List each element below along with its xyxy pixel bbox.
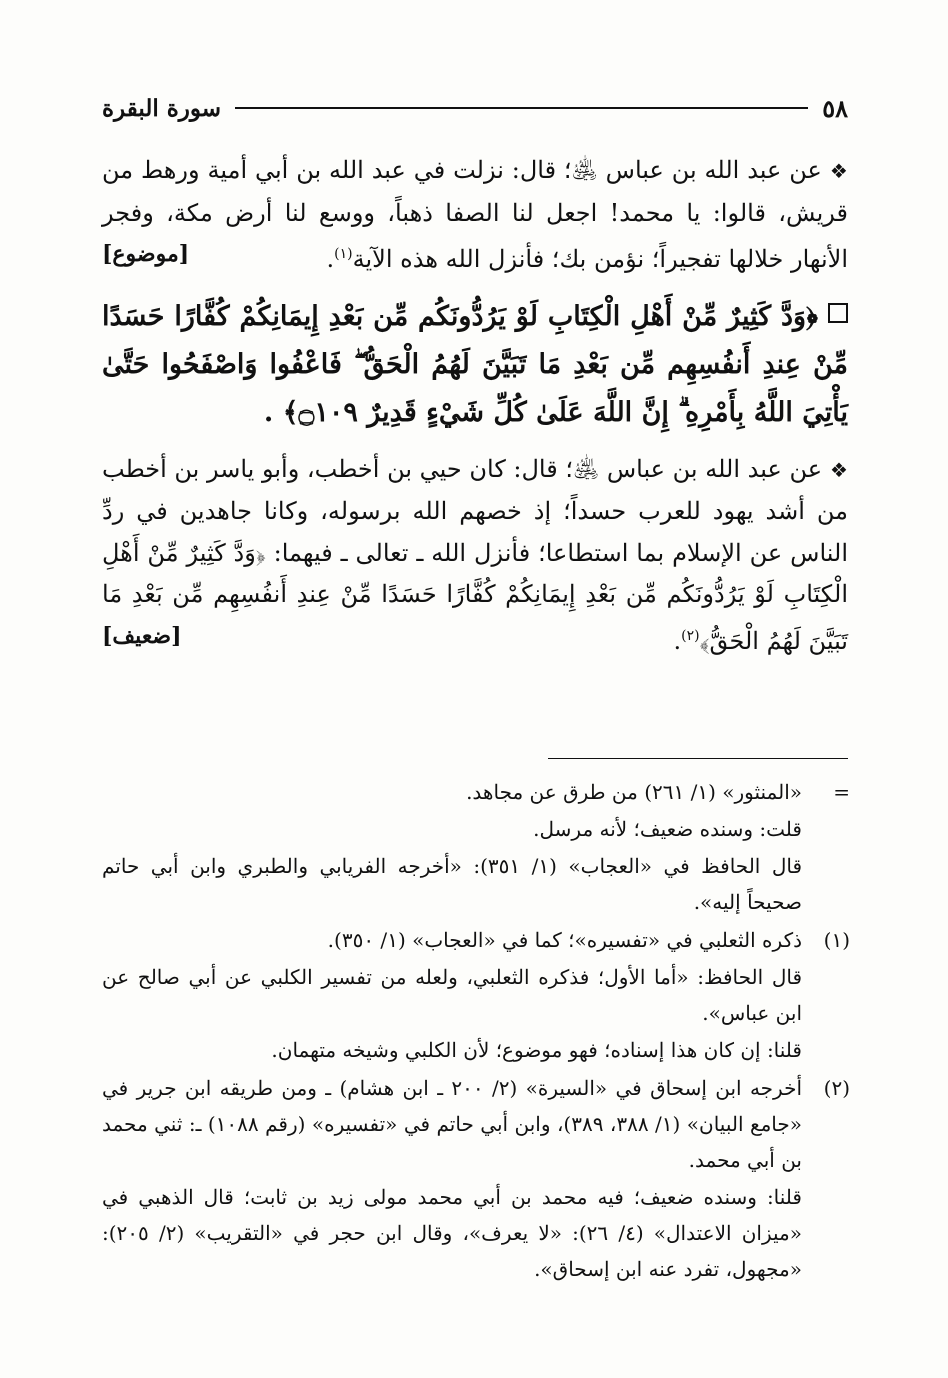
footnote-line: قلت: وسنده ضعيف؛ لأنه مرسل. [533, 817, 802, 841]
hadith-paragraph-2 [102, 449, 848, 663]
footnote-line: قال الحافظ: «أما الأول؛ فذكره الثعلبي، ولعله من تفسير الكلبي عن أبي صالح عن ابن عباس». [102, 965, 802, 1025]
paragraph-2-text: عن عبد الله بن عباس ﵁؛ قال: كان حيي بن أخطب، وأبو ياسر بن أخطب من أشد يهود للعرب حسداً؛ إذ خصهم الله برسوله، وكانا جاهدين في ردِّ الناس عن الإسلام بما استطاعا؛ فأنزل الله ـ تعالى ـ فيهما: ﴿وَدَّ كَثِيرٌ مِّنْ أَهْلِ الْكِتَابِ لَوْ يَرُدُّونَكُم مِّن بَعْدِ إِيمَانِكُمْ كُفَّارًا حَسَدًا مِّنْ عِندِ أَنفُسِهِم مِّن بَعْدِ مَا تَبَيَّنَ لَهُمُ الْحَقُّ﴾ [102, 454, 848, 655]
footnotes [102, 774, 850, 1289]
footnote-separator [548, 758, 848, 759]
grade-label-2: [ضعيف] [102, 622, 182, 649]
paragraph-1-end: . [326, 245, 335, 273]
footnote-line: ذكره الثعلبي في «تفسيره»؛ كما في «العجاب» (١/ ٣٥٠). [327, 928, 802, 952]
footnote-mark: (١) [823, 928, 850, 952]
footnote-2 [102, 1070, 850, 1287]
footnote-line: «المنثور» (١/ ٢٦١) من طرق عن مجاهد. [466, 780, 802, 804]
paragraph-2-end: . [673, 626, 682, 655]
footnote-line: أخرجه ابن إسحاق في «السيرة» (٢/ ٢٠٠ ـ ابن هشام) ـ ومن طريقه ابن جرير في «جامع البيان» (١/ ٣٨٨، ٣٨٩)، وابن أبي حاتم في «تفسيره» (رقم ١٠٨٨) ـ: ثني محمد بن أبي محمد. [102, 1076, 802, 1172]
page-number: ٥٨ [822, 93, 848, 123]
footnote-mark: = [833, 780, 850, 804]
footnote-ref-2: (٢) [681, 627, 700, 644]
square-bullet-icon [828, 303, 848, 323]
page-header [102, 88, 848, 128]
footnote-continuation [102, 774, 850, 920]
footnote-line: قلنا: إن كان هذا إسناده؛ فهو موضوع؛ لأن الكلبي وشيخه متهمان. [271, 1038, 802, 1062]
hadith-paragraph-1 [102, 150, 848, 281]
footnote-ref-1: (١) [334, 246, 353, 262]
footnote-1 [102, 922, 850, 1068]
diamond-bullet-icon: ❖ [829, 159, 848, 183]
paragraph-1-text: عن عبد الله بن عباس ﵁؛ قال: نزلت في عبد الله بن أبي أمية ورهط من قريش، قالوا: يا محمد! اجعل لنا الصفا ذهباً، ووسع لنا أرض مكة، وفجر الأنهار خلالها تفجيراً؛ نؤمن بك؛ فأنزل الله هذه الآية [102, 156, 848, 273]
main-text [102, 150, 848, 662]
footnote-line: قلنا: وسنده ضعيف؛ فيه محمد بن أبي محمد مولى زيد بن ثابت؛ قال الذهبي في «ميزان الاعتدال» (٤/ ٢٦): «لا يعرف»، وقال ابن حجر في «التقريب» (٢/ ٢٠٥): «مجهول، تفرد عنه ابن إسحاق». [102, 1185, 802, 1281]
quran-verse [102, 293, 848, 437]
diamond-bullet-icon: ❖ [830, 457, 848, 482]
footnote-line: قال الحافظ في «العجاب» (١/ ٣٥١): «أخرجه الفريابي والطبري وابن أبي حاتم صحيحاً إليه». [102, 854, 803, 914]
footnote-mark: (٢) [823, 1076, 850, 1100]
header-rule [235, 107, 808, 109]
grade-label-1: [موضوع] [102, 241, 190, 267]
running-title: سورة البقرة [102, 94, 222, 122]
verse-text: ﴿وَدَّ كَثِيرٌ مِّنْ أَهْلِ الْكِتَابِ لَوْ يَرُدُّونَكُم مِّن بَعْدِ إِيمَانِكُمْ كُفَّارًا حَسَدًا مِّنْ عِندِ أَنفُسِهِم مِّن بَعْدِ مَا تَبَيَّنَ لَهُمُ الْحَقُّ ۖ فَاعْفُوا وَاصْفَحُوا حَتَّىٰ يَأْتِيَ اللَّهُ بِأَمْرِهِ ۗ إِنَّ اللَّهَ عَلَىٰ كُلِّ شَيْءٍ قَدِيرٌ ۝١٠٩﴾ . [102, 300, 848, 428]
